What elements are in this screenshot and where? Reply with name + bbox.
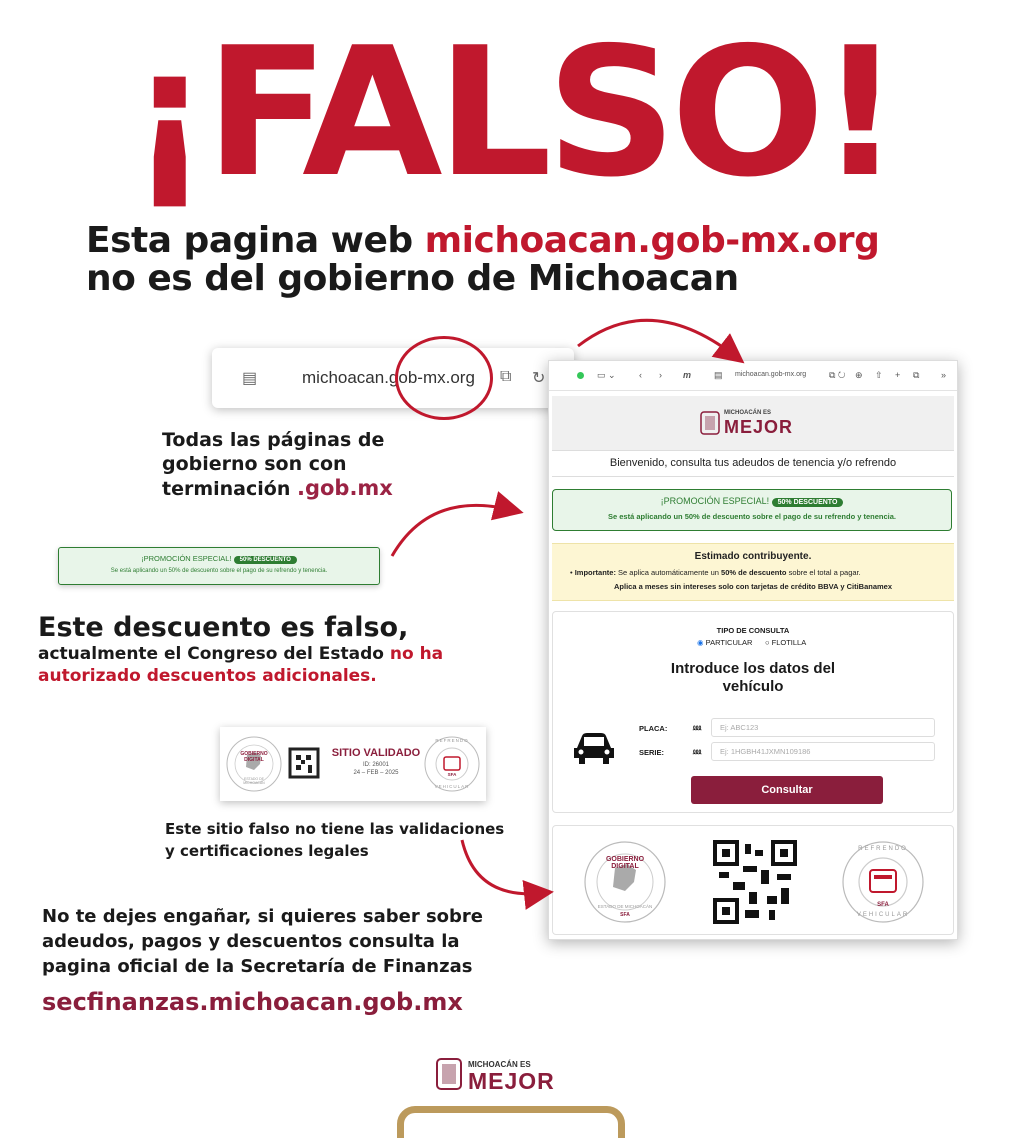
site-seal3-mid: SFA <box>877 902 889 908</box>
notice-text: sobre el total a pagar. <box>786 568 861 577</box>
reader-icon: ▤ <box>242 370 258 387</box>
toolbar-url: michoacan.gob-mx.org <box>735 371 807 378</box>
sidebar-icon: ▭ ⌄ <box>597 370 616 380</box>
seal-right-bottom: VEHICULAR <box>434 784 470 789</box>
domain-note-text: terminación <box>162 478 297 500</box>
serie-input[interactable]: Ej: 1HGBH41JXMN109186 <box>711 742 935 761</box>
promo-excerpt-title: ¡PROMOCIÓN ESPECIAL! <box>141 554 232 563</box>
warning-line: No te dejes engañar, si quieres saber sobre <box>42 906 484 927</box>
site-welcome: Bienvenido, consulta tus adeudos de tenencia y/o refrendo <box>552 451 954 477</box>
tabs-icon: ⧉ <box>913 370 920 380</box>
address-bar-url: michoacan.gob-mx.org <box>302 368 475 387</box>
seal-left-label: GOBIERNO DIGITAL <box>240 751 268 763</box>
tipo-consulta-label: TIPO DE CONSULTA <box>716 626 790 635</box>
warning-line: adeudos, pagos y descuentos consulta la <box>42 931 460 952</box>
notice-line-2: Aplica a meses sin intereses solo con tarjetas de crédito BBVA y CitiBanamex <box>613 582 893 591</box>
promo-excerpt-text: Se está aplicando un 50% de descuento sobre el pago de su refrendo y tenencia. <box>110 568 328 574</box>
form-title-line-1: Introduce los datos del <box>670 660 836 677</box>
notice-bold: Importante: <box>574 568 616 577</box>
discount-note-title-punct: , <box>398 612 409 643</box>
validated-id: ID: 26001 <box>362 762 390 768</box>
footer-logo-top: MICHOACÁN ES <box>468 1060 531 1069</box>
notice-title: Estimado contribuyente. <box>694 551 812 562</box>
back-icon: ‹ <box>639 370 642 380</box>
falso-headline: ¡FALSO! <box>128 9 896 216</box>
warning-line: pagina oficial de la Secretaría de Finanzas <box>42 956 473 977</box>
vin-icon: ⅏ <box>693 747 702 756</box>
domain-highlight: .gob.mx <box>296 476 393 500</box>
validated-date: 24 – FEB – 2025 <box>353 770 399 776</box>
site-promo-text: Se está aplicando un 50% de descuento sobre el pago de su refrendo y tenencia. <box>608 512 896 521</box>
notice-bold-discount: 50% de descuento <box>721 568 787 577</box>
site-seal3-top: REFRENDO <box>858 846 908 852</box>
reload-icon: ⧉ ↻ <box>829 370 846 380</box>
radio-unchecked-icon: ○ <box>765 638 770 647</box>
notice-line-1: • Importante: Se aplica automáticamente un 50% de descuento sobre el total a pagar. <box>570 568 861 577</box>
seal-right-top: REFRENDO <box>435 738 469 743</box>
site-promo-title: ¡PROMOCIÓN ESPECIAL! <box>660 496 770 506</box>
site-logo-main: MEJOR <box>724 417 794 437</box>
seal-left-sublabel: ESTADO DE MICHOACÁN <box>243 777 265 785</box>
fake-url-highlight: michoacan.gob-mx.org <box>424 220 880 261</box>
site-promo-badge: 50% DESCUENTO <box>772 498 844 507</box>
site-seal3-bottom: VEHICULAR <box>856 912 910 918</box>
promo-excerpt-badge: 50% DESCUENTO <box>234 556 297 564</box>
discount-highlight-line: autorizado descuentos adicionales. <box>38 666 377 686</box>
download-icon: ⊕ <box>855 370 863 380</box>
forward-icon: › <box>659 370 662 380</box>
headline-text: Esta pagina web <box>86 220 425 261</box>
consultar-button[interactable]: Consultar <box>691 776 883 804</box>
share-icon: ⇧ <box>875 370 883 380</box>
discount-note-title-text: Este descuento es falso <box>38 612 399 643</box>
footer-logo-main: MEJOR <box>468 1068 555 1094</box>
translate-icon: ⧉ <box>500 368 512 385</box>
serie-label: SERIE: <box>639 748 665 757</box>
seal-note-line: Este sitio falso no tiene las validaciones <box>165 820 505 838</box>
radio-checked-icon: ◉ <box>697 638 704 647</box>
radio-particular-label: PARTICULAR <box>705 638 753 647</box>
placa-input[interactable]: Ej: ABC123 <box>711 718 935 737</box>
site-logo-top: MICHOACÁN ES <box>724 410 772 416</box>
seal-note-line: y certificaciones legales <box>165 842 369 860</box>
validated-title: SITIO VALIDADO <box>331 747 421 759</box>
official-site-url: secfinanzas.michoacan.gob.mx <box>42 988 463 1016</box>
site-seal1-bottom: ESTADO DE MICHOACÁN <box>597 904 653 909</box>
placa-label: PLACA: <box>639 724 668 733</box>
notice-text: Se aplica automáticamente un <box>615 568 722 577</box>
radio-flotilla-label: FLOTILLA <box>771 638 807 647</box>
domain-note-line: gobierno son con <box>162 453 347 475</box>
discount-highlight: no ha <box>389 644 444 664</box>
site-seal1-mid: SFA <box>620 912 630 918</box>
headline-line-2: no es del gobierno de Michoacan <box>86 258 739 299</box>
discount-note-text: actualmente el Congreso del Estado <box>38 644 390 664</box>
reload-icon: ↻ <box>532 370 546 387</box>
site-seal1-top: GOBIERNO DIGITAL <box>605 856 645 870</box>
new-tab-icon: + <box>895 370 901 380</box>
form-title-line-2: vehículo <box>722 678 784 695</box>
seal-right-mid: SFA <box>447 772 457 777</box>
reader-icon: ▤ <box>714 370 723 380</box>
plate-icon: ⅏ <box>693 723 702 732</box>
extension-icon: m <box>683 370 692 380</box>
more-icon: » <box>941 370 947 380</box>
domain-note-line: Todas las páginas de <box>162 429 385 451</box>
